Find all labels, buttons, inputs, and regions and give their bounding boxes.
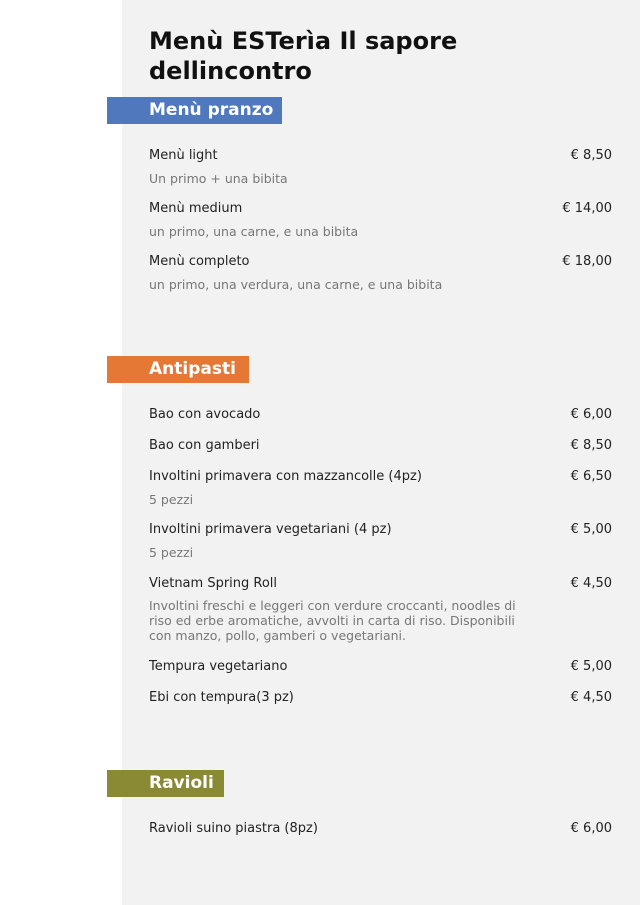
- menu-item-price: € 14,00: [562, 201, 612, 216]
- menu-item-price: € 6,00: [570, 821, 612, 836]
- menu-item-name: Menù medium: [149, 201, 243, 216]
- menu-item-price: € 6,50: [570, 469, 612, 484]
- section-header-ravioli: Ravioli: [107, 770, 224, 797]
- menu-item-desc: 5 pezzi: [149, 492, 194, 507]
- menu-item-name: Vietnam Spring Roll: [149, 576, 278, 591]
- section-header-pranzo: Menù pranzo: [107, 97, 282, 124]
- section-header-antipasti: Antipasti: [107, 356, 249, 383]
- menu-item-desc: un primo, una carne, e una bibita: [149, 224, 359, 239]
- menu-item-price: € 8,50: [570, 438, 612, 453]
- menu-item-name: Menù light: [149, 148, 218, 163]
- menu-item-desc: un primo, una verdura, una carne, e una bibita: [149, 277, 443, 292]
- menu-item-price: € 8,50: [570, 148, 612, 163]
- menu-item-name: Bao con avocado: [149, 407, 261, 422]
- menu-item-name: Ravioli suino piastra (8pz): [149, 821, 318, 836]
- page-title: Menù ESTerìa Il sapore dellincontro: [149, 27, 458, 85]
- menu-item-desc: 5 pezzi: [149, 545, 194, 560]
- menu-item-price: € 4,50: [570, 576, 612, 591]
- menu-item-price: € 6,00: [570, 407, 612, 422]
- menu-item-desc: Involtini freschi e leggeri con verdure croccanti, noodles di riso ed erbe aromatiche, avvolti in carta di riso. Disponibili con manzo, pollo, gamberi o vegetariani.: [149, 598, 516, 643]
- menu-item-price: € 18,00: [562, 254, 612, 269]
- menu-item-price: € 5,00: [570, 659, 612, 674]
- menu-item-name: Ebi con tempura(3 pz): [149, 690, 294, 705]
- menu-item-price: € 4,50: [570, 690, 612, 705]
- menu-item-desc: Un primo + una bibita: [149, 171, 288, 186]
- menu-item-name: Tempura vegetariano: [149, 659, 288, 674]
- menu-item-name: Menù completo: [149, 254, 250, 269]
- menu-item-name: Involtini primavera vegetariani (4 pz): [149, 522, 392, 537]
- menu-item-name: Bao con gamberi: [149, 438, 260, 453]
- menu-item-name: Involtini primavera con mazzancolle (4pz): [149, 469, 422, 484]
- menu-item-price: € 5,00: [570, 522, 612, 537]
